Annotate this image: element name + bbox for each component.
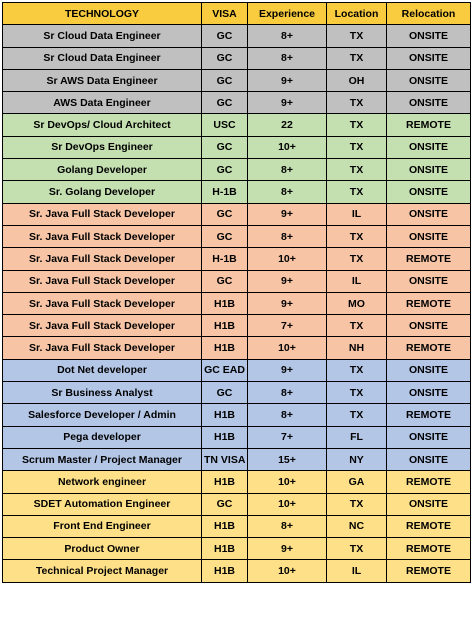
cell-experience: 9+ — [248, 92, 327, 114]
cell-visa: H1B — [202, 515, 248, 537]
cell-relocation: ONSITE — [387, 25, 471, 47]
cell-location: NH — [327, 337, 387, 359]
table-row — [3, 315, 471, 337]
cell-technology: Sr. Java Full Stack Developer — [3, 292, 202, 314]
cell-experience: 8+ — [248, 404, 327, 426]
cell-technology: Sr AWS Data Engineer — [3, 69, 202, 91]
cell-location: NY — [327, 448, 387, 470]
cell-location: OH — [327, 69, 387, 91]
cell-location: TX — [327, 225, 387, 247]
cell-location: TX — [327, 47, 387, 69]
table-row — [3, 225, 471, 247]
header-visa: VISA — [202, 3, 248, 25]
cell-relocation: REMOTE — [387, 515, 471, 537]
cell-technology: Technical Project Manager — [3, 560, 202, 582]
table-row — [3, 538, 471, 560]
cell-technology: Sr. Java Full Stack Developer — [3, 225, 202, 247]
table-row — [3, 404, 471, 426]
cell-experience: 10+ — [248, 136, 327, 158]
cell-location: IL — [327, 560, 387, 582]
cell-technology: Sr Cloud Data Engineer — [3, 47, 202, 69]
cell-visa: GC — [202, 92, 248, 114]
candidate-table-container — [2, 2, 471, 583]
cell-experience: 9+ — [248, 203, 327, 225]
cell-visa: H1B — [202, 471, 248, 493]
cell-visa: H1B — [202, 337, 248, 359]
table-row — [3, 181, 471, 203]
cell-relocation: REMOTE — [387, 337, 471, 359]
cell-experience: 10+ — [248, 248, 327, 270]
header-experience: Experience — [248, 3, 327, 25]
cell-location: TX — [327, 315, 387, 337]
table-row — [3, 92, 471, 114]
cell-location: IL — [327, 270, 387, 292]
cell-technology: Sr. Java Full Stack Developer — [3, 315, 202, 337]
cell-relocation: ONSITE — [387, 136, 471, 158]
cell-technology: Front End Engineer — [3, 515, 202, 537]
cell-visa: GC — [202, 493, 248, 515]
table-row — [3, 426, 471, 448]
cell-location: NC — [327, 515, 387, 537]
cell-experience: 8+ — [248, 515, 327, 537]
cell-experience: 8+ — [248, 225, 327, 247]
cell-technology: Golang Developer — [3, 159, 202, 181]
cell-experience: 10+ — [248, 337, 327, 359]
cell-relocation: REMOTE — [387, 471, 471, 493]
cell-technology: Dot Net developer — [3, 359, 202, 381]
cell-relocation: REMOTE — [387, 292, 471, 314]
cell-technology: Sr Cloud Data Engineer — [3, 25, 202, 47]
cell-visa: TN VISA — [202, 448, 248, 470]
cell-technology: AWS Data Engineer — [3, 92, 202, 114]
cell-experience: 7+ — [248, 315, 327, 337]
cell-visa: GC — [202, 69, 248, 91]
cell-location: TX — [327, 25, 387, 47]
cell-experience: 10+ — [248, 471, 327, 493]
cell-location: FL — [327, 426, 387, 448]
cell-technology: Sr. Java Full Stack Developer — [3, 337, 202, 359]
cell-location: TX — [327, 382, 387, 404]
cell-visa: H1B — [202, 538, 248, 560]
cell-experience: 8+ — [248, 47, 327, 69]
cell-experience: 8+ — [248, 181, 327, 203]
cell-experience: 9+ — [248, 538, 327, 560]
cell-visa: GC — [202, 225, 248, 247]
cell-relocation: REMOTE — [387, 560, 471, 582]
cell-experience: 22 — [248, 114, 327, 136]
cell-relocation: ONSITE — [387, 270, 471, 292]
cell-technology: Product Owner — [3, 538, 202, 560]
table-header-row — [3, 3, 471, 25]
cell-technology: Network engineer — [3, 471, 202, 493]
cell-technology: Sr DevOps Engineer — [3, 136, 202, 158]
cell-relocation: ONSITE — [387, 203, 471, 225]
cell-location: TX — [327, 92, 387, 114]
cell-experience: 9+ — [248, 359, 327, 381]
cell-location: IL — [327, 203, 387, 225]
cell-visa: GC EAD — [202, 359, 248, 381]
cell-technology: Sr. Golang Developer — [3, 181, 202, 203]
cell-location: TX — [327, 114, 387, 136]
cell-experience: 9+ — [248, 270, 327, 292]
cell-visa: H1B — [202, 560, 248, 582]
cell-experience: 8+ — [248, 382, 327, 404]
cell-relocation: ONSITE — [387, 382, 471, 404]
cell-relocation: REMOTE — [387, 538, 471, 560]
table-row — [3, 248, 471, 270]
cell-technology: Sr Business Analyst — [3, 382, 202, 404]
table-row — [3, 493, 471, 515]
table-row — [3, 203, 471, 225]
cell-experience: 10+ — [248, 560, 327, 582]
cell-visa: GC — [202, 136, 248, 158]
header-location: Location — [327, 3, 387, 25]
cell-location: TX — [327, 493, 387, 515]
cell-visa: USC — [202, 114, 248, 136]
cell-visa: H1B — [202, 404, 248, 426]
table-row — [3, 471, 471, 493]
table-body — [3, 25, 471, 582]
cell-experience: 9+ — [248, 69, 327, 91]
cell-experience: 15+ — [248, 448, 327, 470]
table-row — [3, 515, 471, 537]
cell-location: TX — [327, 159, 387, 181]
table-row — [3, 25, 471, 47]
table-row — [3, 292, 471, 314]
cell-experience: 8+ — [248, 25, 327, 47]
cell-visa: H-1B — [202, 181, 248, 203]
cell-relocation: ONSITE — [387, 92, 471, 114]
cell-visa: GC — [202, 203, 248, 225]
cell-visa: H1B — [202, 426, 248, 448]
cell-technology: Sr DevOps/ Cloud Architect — [3, 114, 202, 136]
cell-relocation: REMOTE — [387, 404, 471, 426]
table-row — [3, 47, 471, 69]
cell-relocation: ONSITE — [387, 47, 471, 69]
cell-visa: GC — [202, 47, 248, 69]
header-technology: TECHNOLOGY — [3, 3, 202, 25]
cell-relocation: ONSITE — [387, 69, 471, 91]
cell-relocation: REMOTE — [387, 114, 471, 136]
table-row — [3, 69, 471, 91]
table-row — [3, 136, 471, 158]
cell-experience: 7+ — [248, 426, 327, 448]
cell-experience: 9+ — [248, 292, 327, 314]
cell-location: GA — [327, 471, 387, 493]
header-relocation: Relocation — [387, 3, 471, 25]
cell-visa: GC — [202, 25, 248, 47]
cell-location: MO — [327, 292, 387, 314]
table-row — [3, 159, 471, 181]
table-row — [3, 382, 471, 404]
cell-relocation: ONSITE — [387, 493, 471, 515]
table-row — [3, 337, 471, 359]
cell-visa: H1B — [202, 292, 248, 314]
cell-technology: Scrum Master / Project Manager — [3, 448, 202, 470]
cell-technology: Sr. Java Full Stack Developer — [3, 270, 202, 292]
cell-visa: GC — [202, 382, 248, 404]
cell-relocation: ONSITE — [387, 448, 471, 470]
table-row — [3, 270, 471, 292]
table-row — [3, 448, 471, 470]
cell-visa: H-1B — [202, 248, 248, 270]
cell-location: TX — [327, 181, 387, 203]
table-row — [3, 114, 471, 136]
table-row — [3, 560, 471, 582]
cell-relocation: ONSITE — [387, 159, 471, 181]
cell-relocation: ONSITE — [387, 426, 471, 448]
candidate-table — [2, 2, 471, 583]
cell-experience: 10+ — [248, 493, 327, 515]
cell-location: TX — [327, 248, 387, 270]
cell-relocation: ONSITE — [387, 359, 471, 381]
cell-technology: SDET Automation Engineer — [3, 493, 202, 515]
cell-location: TX — [327, 136, 387, 158]
cell-location: TX — [327, 538, 387, 560]
cell-relocation: ONSITE — [387, 181, 471, 203]
cell-visa: GC — [202, 159, 248, 181]
cell-technology: Salesforce Developer / Admin — [3, 404, 202, 426]
cell-relocation: REMOTE — [387, 248, 471, 270]
cell-location: TX — [327, 359, 387, 381]
cell-relocation: ONSITE — [387, 315, 471, 337]
cell-experience: 8+ — [248, 159, 327, 181]
cell-location: TX — [327, 404, 387, 426]
cell-technology: Pega developer — [3, 426, 202, 448]
table-row — [3, 359, 471, 381]
cell-relocation: ONSITE — [387, 225, 471, 247]
cell-visa: GC — [202, 270, 248, 292]
cell-technology: Sr. Java Full Stack Developer — [3, 203, 202, 225]
cell-technology: Sr. Java Full Stack Developer — [3, 248, 202, 270]
cell-visa: H1B — [202, 315, 248, 337]
